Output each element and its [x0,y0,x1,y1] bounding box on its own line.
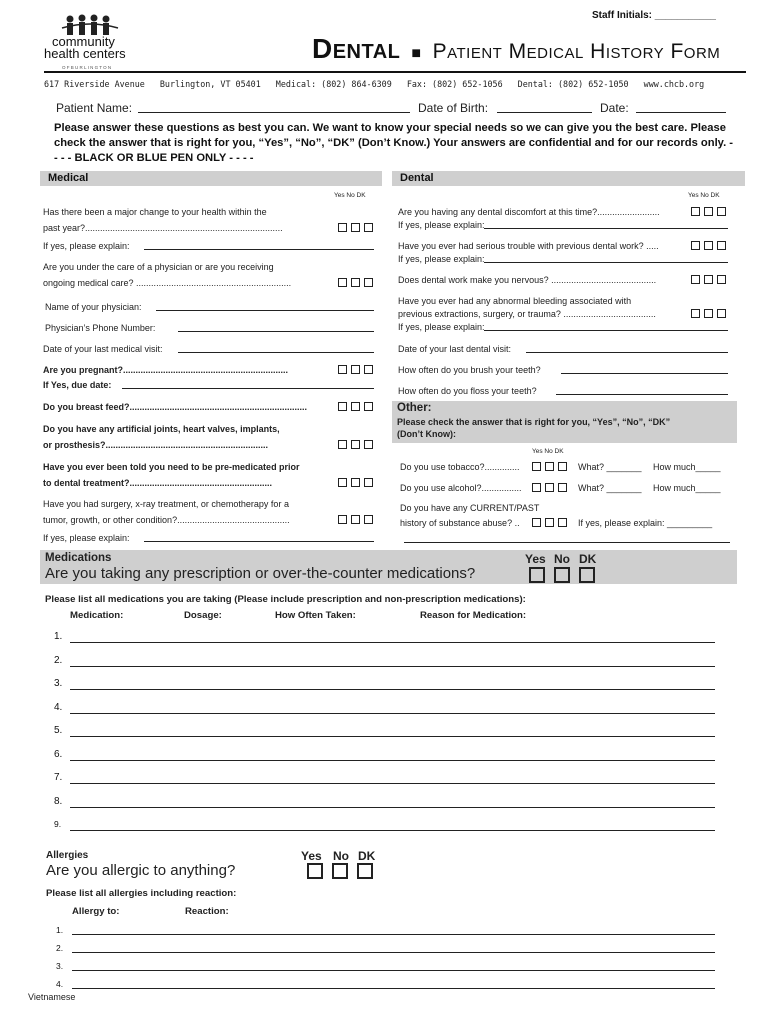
yes-checkbox[interactable] [338,365,347,374]
medications-header: Medications [45,552,112,564]
no-checkbox[interactable] [704,275,713,284]
medication-row-field[interactable] [70,807,715,808]
medication-row-number: 2. [54,654,63,666]
q-pregnant: Are you pregnant?.................................................................. [43,365,289,375]
medication-row-field[interactable] [70,760,715,761]
medication-row-field[interactable] [70,713,715,714]
allergy-row-number: 4. [56,979,64,989]
dk-checkbox[interactable] [364,440,373,449]
med-dk-label: DK [579,552,597,566]
contact-dental: Dental: (802) 652-1050 [517,79,629,89]
med-no-label: No [554,552,570,566]
allergies-question: Are you allergic to anything? [46,862,236,879]
yes-checkbox[interactable] [532,483,541,492]
brush-label: How often do you brush your teeth? [398,365,541,375]
medication-row-number: 5. [54,725,63,736]
patient-name-field[interactable] [138,112,410,113]
explain-2-field[interactable] [144,541,374,542]
substance-explain: If yes, please explain: _________ [578,518,713,528]
yes-checkbox[interactable] [532,462,541,471]
other-yndk: Yes No DK [532,448,564,455]
contact-bar [44,79,704,89]
q-premedicated: Have you ever been told you need to be pre-medicated prior [43,462,300,472]
last-medical-visit-label: Date of your last medical visit: [43,344,163,354]
allergy-row-field[interactable] [72,970,715,971]
col-reaction: Reaction: [185,906,229,917]
alcohol-what: What? _______ [578,483,642,493]
dk-checkbox[interactable] [717,275,726,284]
allergy-row-field[interactable] [72,988,715,989]
bleeding-explain-label: If yes, please explain: [398,322,485,332]
footer-language: Vietnamese [28,992,76,1002]
contact-medical: Medical: (802) 864-6309 [275,79,392,89]
col-medication: Medication: [70,610,124,621]
q-artificial-joints-2: or prosthesis?................................................................. [43,440,269,450]
medication-row-field[interactable] [70,689,715,690]
explain-2-label: If yes, please explain: [43,533,130,543]
contact-city: Burlington, VT 05401 [159,79,261,89]
yes-checkbox[interactable] [338,402,347,411]
dk-checkbox[interactable] [717,241,726,250]
q-surgery: Have you had surgery, x-ray treatment, or chemotherapy for a [43,499,289,509]
dob-label: Date of Birth: [418,101,489,115]
no-checkbox[interactable] [351,515,360,524]
allergy-row-field[interactable] [72,934,715,935]
dk-checkbox[interactable] [717,309,726,318]
allergies-header: Allergies [46,850,89,861]
dental-yndk: Yes No DK [688,192,720,199]
title-rule [44,71,746,73]
medication-row-number: 9. [54,819,62,829]
medication-row-field[interactable] [70,783,715,784]
trouble-explain-label: If yes, please explain: [398,254,485,264]
medical-header: Medical [40,171,382,186]
q-premedicated-2: to dental treatment?......................................................... [43,478,273,488]
allergy-row-field[interactable] [72,952,715,953]
medical-yndk: Yes No DK [334,192,366,199]
q-surgery-2: tumor, growth, or other condition?............................................. [43,515,290,525]
med-yes-label: Yes [525,552,546,566]
no-checkbox[interactable] [351,223,360,232]
explain-1-field[interactable] [144,249,374,250]
form-title [312,33,720,65]
trouble-explain-field[interactable] [484,262,728,263]
medication-row-number: 3. [54,678,63,689]
yes-checkbox[interactable] [338,223,347,232]
yes-checkbox[interactable] [691,309,700,318]
alcohol-how-much: How much_____ [653,483,721,493]
dk-checkbox[interactable] [364,223,373,232]
med-dk-checkbox[interactable] [579,567,595,583]
medication-row-number: 8. [54,795,63,807]
dk-checkbox[interactable] [364,515,373,524]
q-dental-trouble: Have you ever had serious trouble with previous dental work? ..... [398,241,659,251]
medications-question: Are you taking any prescription or over-the-counter medications? [45,565,476,582]
physician-name-label: Name of your physician: [45,302,142,312]
med-no-checkbox[interactable] [554,567,570,583]
medication-row-number: 1. [54,631,63,642]
dk-checkbox[interactable] [558,483,567,492]
yes-checkbox[interactable] [532,518,541,527]
contact-web: www.chcb.org [643,79,705,89]
instructions: Please answer these questions as best you can. We want to know your special needs so we can give you the best care. Please check the answer that is right for you, “Yes”, “No”, “DK” (Don’t Know.) Your answers are confidential and for our records only. - - - - BLACK OR BLUE PEN ONLY - - - - [54,122,734,164]
q-bleeding-2: previous extractions, surgery, or trauma? ..................................... [398,309,656,319]
medication-row-field[interactable] [70,736,715,737]
med-yes-checkbox[interactable] [529,567,545,583]
last-dental-visit-field[interactable] [526,352,728,353]
allergies-list-instr: Please list all allergies including reaction: [46,888,237,899]
q-breast-feed: Do you breast feed?....................................................................... [43,402,308,412]
tobacco-what: What? _______ [578,462,642,472]
other-instr-2: (Don’t Know): [397,429,456,439]
staff-initials: Staff Initials: ___________ [592,10,716,21]
medication-row-field[interactable] [70,830,715,831]
dk-checkbox[interactable] [364,365,373,374]
no-checkbox[interactable] [545,518,554,527]
dk-checkbox[interactable] [717,207,726,216]
allergy-no-checkbox[interactable] [332,863,348,879]
q-dental-discomfort: Are you having any dental discomfort at this time?......................... [398,207,660,217]
bleeding-explain-field[interactable] [484,330,728,331]
col-dosage: Dosage: [184,610,222,621]
logo-line-3: O F B U R L I N G T O N [62,65,112,70]
yes-checkbox[interactable] [338,478,347,487]
people-logo-icon [60,14,120,36]
q-physician-care-2: ongoing medical care? .............................................................. [43,278,292,288]
allergy-dk-label: DK [358,849,376,863]
col-reason: Reason for Medication: [420,610,527,621]
q-dental-nervous: Does dental work make you nervous? .......................................... [398,275,657,285]
discomfort-explain-label: If yes, please explain: [398,220,485,230]
no-checkbox[interactable] [351,365,360,374]
discomfort-explain-field[interactable] [484,228,728,229]
dk-checkbox[interactable] [558,462,567,471]
due-date-field[interactable] [122,388,374,389]
floss-label: How often do you floss your teeth? [398,386,537,396]
no-checkbox[interactable] [704,241,713,250]
brush-field[interactable] [561,373,728,374]
medication-row-number: 4. [54,701,63,713]
yes-checkbox[interactable] [691,275,700,284]
yes-checkbox[interactable] [338,440,347,449]
no-checkbox[interactable] [351,440,360,449]
substance-explain-field[interactable] [404,542,730,543]
tobacco-how-much: How much_____ [653,462,721,472]
date-field[interactable] [636,112,726,113]
medication-row-number: 7. [54,772,63,783]
yes-checkbox[interactable] [691,207,700,216]
q-bleeding: Have you ever had any abnormal bleeding associated with [398,296,632,306]
no-checkbox[interactable] [545,483,554,492]
q-substance-2: history of substance abuse? .. [400,518,520,528]
dental-header: Dental [392,171,745,186]
physician-phone-field[interactable] [178,331,374,332]
title-rest: Patient Medical History Form [432,40,721,63]
yes-checkbox[interactable] [338,515,347,524]
allergy-yes-label: Yes [301,849,322,863]
explain-1-label: If yes, please explain: [43,241,130,251]
q-alcohol: Do you use alcohol?................ [400,483,522,493]
dk-checkbox[interactable] [364,478,373,487]
contact-address: 617 Riverside Avenue [44,79,145,89]
due-date-label: If Yes, due date: [43,380,112,390]
q-physician-care: Are you under the care of a physician or are you receiving [43,262,274,272]
last-dental-visit-label: Date of your last dental visit: [398,344,512,354]
title-separator: ■ [411,45,422,62]
floss-field[interactable] [556,394,728,395]
patient-name-label: Patient Name: [56,101,133,115]
col-allergy: Allergy to: [72,906,120,917]
allergy-row-number: 3. [56,961,64,971]
dk-checkbox[interactable] [558,518,567,527]
col-how-often: How Often Taken: [275,610,356,621]
no-checkbox[interactable] [704,309,713,318]
medication-row-field[interactable] [70,642,715,643]
medications-list-instr: Please list all medications you are taking (Please include prescription and non-prescription medications): [45,594,526,605]
allergy-row-number: 1. [56,925,64,935]
other-instr-1: Please check the answer that is right for you, “Yes”, “No”, “DK” [397,417,671,427]
q-health-change: Has there been a major change to your health within the [43,207,267,217]
other-header: Other: [397,402,432,414]
medication-row-number: 6. [54,748,63,760]
no-checkbox[interactable] [704,207,713,216]
allergy-yes-checkbox[interactable] [307,863,323,879]
contact-fax: Fax: (802) 652-1056 [406,79,503,89]
title-dental: Dental [312,33,401,64]
allergy-no-label: No [333,849,349,863]
no-checkbox[interactable] [351,278,360,287]
physician-name-field[interactable] [156,310,374,311]
allergy-dk-checkbox[interactable] [357,863,373,879]
q-artificial-joints: Do you have any artificial joints, heart valves, implants, [43,424,280,434]
yes-checkbox[interactable] [691,241,700,250]
last-medical-visit-field[interactable] [178,352,374,353]
yes-checkbox[interactable] [338,278,347,287]
logo-line-1: community [52,34,115,49]
q-tobacco: Do you use tobacco?.............. [400,462,520,472]
q-substance: Do you have any CURRENT/PAST [400,503,540,513]
dk-checkbox[interactable] [364,402,373,411]
no-checkbox[interactable] [545,462,554,471]
dk-checkbox[interactable] [364,278,373,287]
allergy-row-number: 2. [56,943,64,953]
logo [44,12,144,72]
physician-phone-label: Physician’s Phone Number: [45,323,156,333]
dob-field[interactable] [497,112,592,113]
no-checkbox[interactable] [351,478,360,487]
no-checkbox[interactable] [351,402,360,411]
date-label: Date: [600,101,629,115]
logo-line-2: health centers [44,46,126,61]
q-health-change-2: past year?............................................................................... [43,223,283,233]
medication-row-field[interactable] [70,666,715,667]
